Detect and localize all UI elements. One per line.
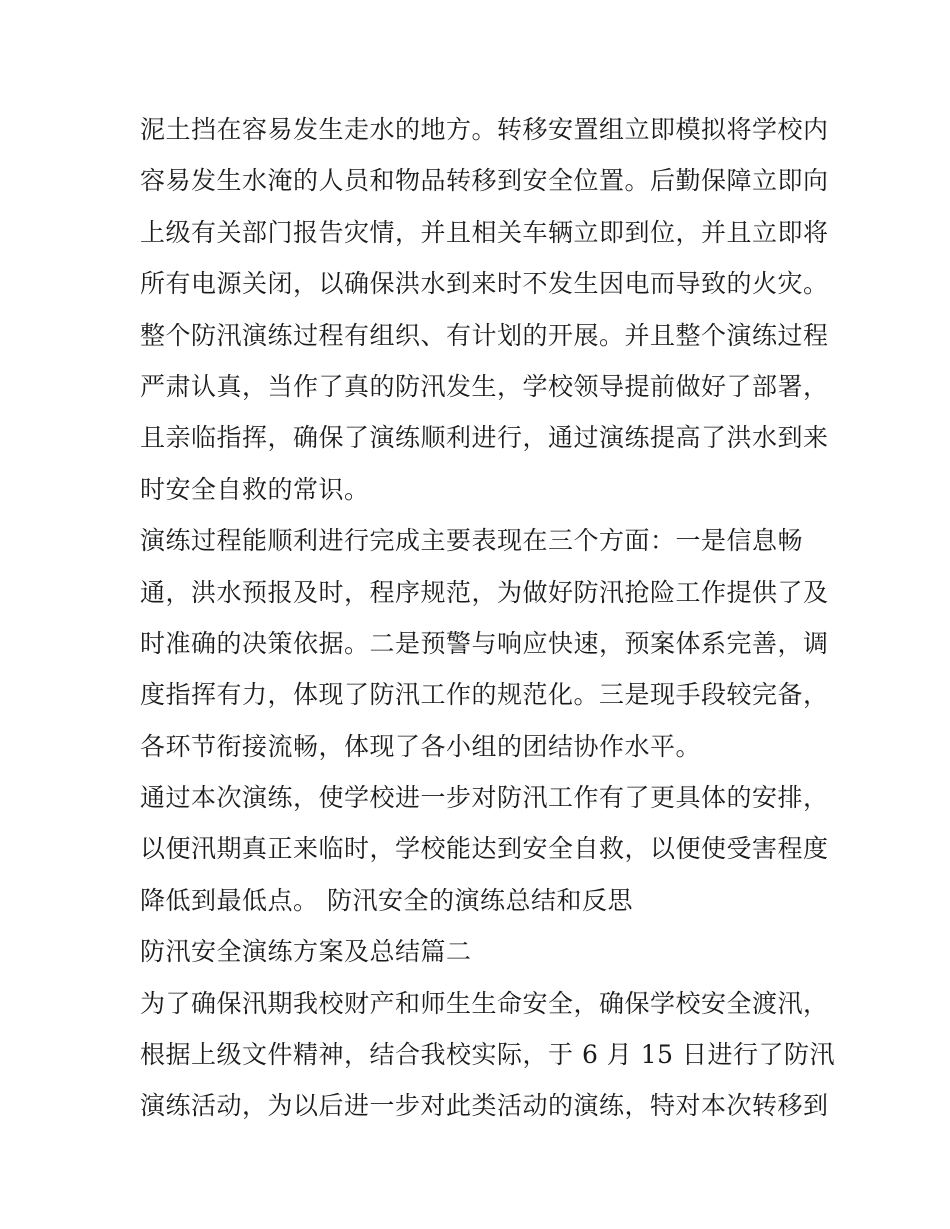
text-line: 以便汛期真正来临时，学校能达到安全自救，以便使受害程度: [140, 834, 829, 864]
text-line: 上级有关部门报告灾情，并且相关车辆立即到位，并且立即将: [140, 217, 829, 247]
text-line: 整个防汛演练过程有组织、有计划的开展。并且整个演练过程: [140, 320, 829, 350]
text-line: 为了确保汛期我校财产和师生生命安全，确保学校安全渡汛，: [140, 988, 829, 1018]
text-line: 度指挥有力，体现了防汛工作的规范化。三是现手段较完备，: [140, 680, 829, 710]
text-line: 严肃认真，当作了真的防汛发生，学校领导提前做好了部署，: [140, 371, 829, 401]
text-line: 且亲临指挥，确保了演练顺利进行，通过演练提高了洪水到来: [140, 423, 829, 453]
text-line: 容易发生水淹的人员和物品转移到安全位置。后勤保障立即向: [140, 166, 829, 196]
section-heading: 防汛安全演练方案及总结篇二: [140, 937, 472, 967]
document-body: [140, 108, 836, 1136]
text-line: 演练过程能顺利进行完成主要表现在三个方面：一是信息畅: [140, 526, 804, 556]
text-line: 通，洪水预报及时，程序规范，为做好防汛抢险工作提供了及: [140, 577, 829, 607]
text-line: 时准确的决策依据。二是预警与响应快速，预案体系完善，调: [140, 628, 829, 658]
text-line: 时安全自救的常识。: [140, 474, 370, 504]
text-line: 降低到最低点。 防汛安全的演练总结和反思: [140, 885, 633, 915]
text-line: 通过本次演练，使学校进一步对防汛工作有了更具体的安排，: [140, 783, 829, 813]
text-line: 所有电源关闭，以确保洪水到来时不发生因电而导致的火灾。: [140, 269, 829, 299]
text-line: 泥土挡在容易发生走水的地方。转移安置组立即模拟将学校内: [140, 115, 829, 144]
text-line: 根据上级文件精神，结合我校实际，于 6 月 15 日进行了防汛: [140, 1040, 836, 1070]
text-line: 演练活动，为以后进一步对此类活动的演练，特对本次转移到: [140, 1091, 829, 1121]
text-line: 各环节衔接流畅，体现了各小组的团结协作水平。: [140, 731, 702, 761]
